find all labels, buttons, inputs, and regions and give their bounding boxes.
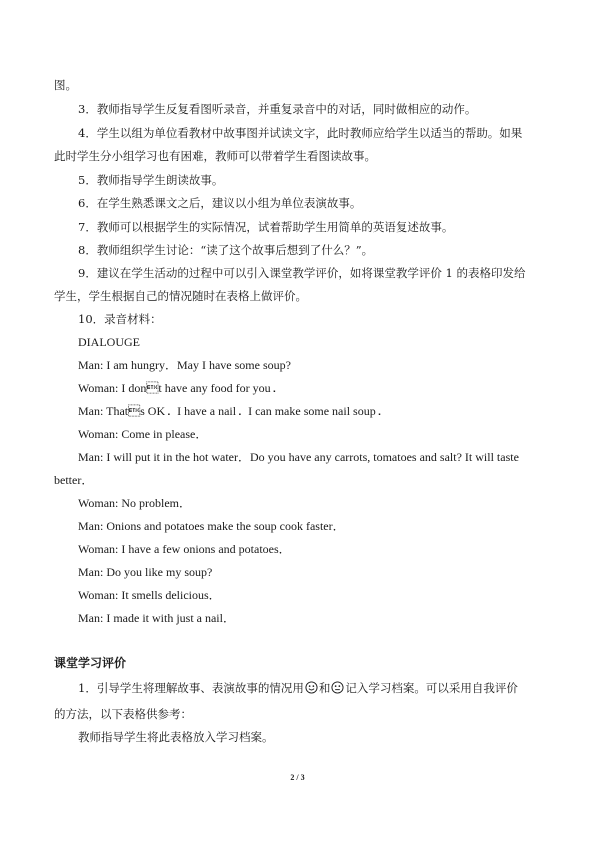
dialogue-line: Woman: I dont have any food for you．	[78, 381, 283, 395]
item-text: 和	[318, 681, 331, 695]
text-line: 8．教师组织学生讨论：“读了这个故事后想到了什么？”。	[78, 243, 374, 257]
neutral-face-icon	[331, 681, 344, 694]
dialogue-line: Woman: Come in please．	[78, 427, 208, 441]
text-line: 3．教师指导学生反复看图听录音，并重复录音中的对话，同时做相应的动作。	[78, 102, 477, 116]
text-line: 此时学生分小组学习也有困难，教师可以带着学生看图读故事。	[54, 149, 376, 163]
dialogue-line: Man: I am hungry．May I have some soup?	[78, 358, 291, 372]
dialogue-line: Man: I will put it in the hot water．Do you have any carrots, tomatoes and salt? It will taste	[78, 450, 519, 464]
page-number: 2 / 3	[290, 773, 305, 782]
dialogue-line: Man: Do you like my soup?	[78, 565, 213, 579]
text-line: 6．在学生熟悉课文之后，建议以小组为单位表演故事。	[78, 196, 362, 210]
text-line: 4．学生以组为单位看教材中故事图并试读文字，此时教师应给学生以适当的帮助。如果	[78, 126, 523, 140]
smiley-face-icon	[305, 681, 318, 694]
text-line: 的方法，以下表格供参考：	[54, 707, 192, 721]
section-heading: 课堂学习评价	[54, 656, 127, 670]
evaluation-item-1	[78, 681, 518, 696]
text-line: 学生，学生根据自己的情况随时在表格上做评价。	[54, 289, 307, 303]
text-line: 10．录音材料：	[78, 312, 162, 326]
text-line: 7．教师可以根据学生的实际情况，试着帮助学生用简单的英语复述故事。	[78, 220, 454, 234]
dialogue-line: better．	[54, 473, 94, 487]
item-text: 记入学习档案。可以采用自我评价	[345, 681, 518, 695]
text-line: 5．教师指导学生朗读故事。	[78, 173, 224, 187]
dialogue-line: Woman: No problem．	[78, 496, 192, 510]
dialogue-line: Man: Thats OK．I have a nail．I can make some nail soup．	[78, 404, 388, 418]
text-line: 图。	[54, 78, 77, 92]
text-line: 9．建议在学生活动的过程中可以引入课堂教学评价，如将课堂教学评价 1 的表格印发给	[78, 266, 526, 280]
dialogue-line: Woman: I have a few onions and potatoes．	[78, 542, 291, 556]
text-line: 教师指导学生将此表格放入学习档案。	[78, 730, 274, 744]
dialogue-title: DIALOUGE	[78, 335, 140, 349]
item-text: 1．引导学生将理解故事、表演故事的情况用	[78, 681, 304, 695]
dialogue-line: Man: Onions and potatoes make the soup cook faster．	[78, 519, 345, 533]
dialogue-line: Woman: It smells delicious．	[78, 588, 221, 602]
dialogue-line: Man: I made it with just a nail．	[78, 611, 235, 625]
